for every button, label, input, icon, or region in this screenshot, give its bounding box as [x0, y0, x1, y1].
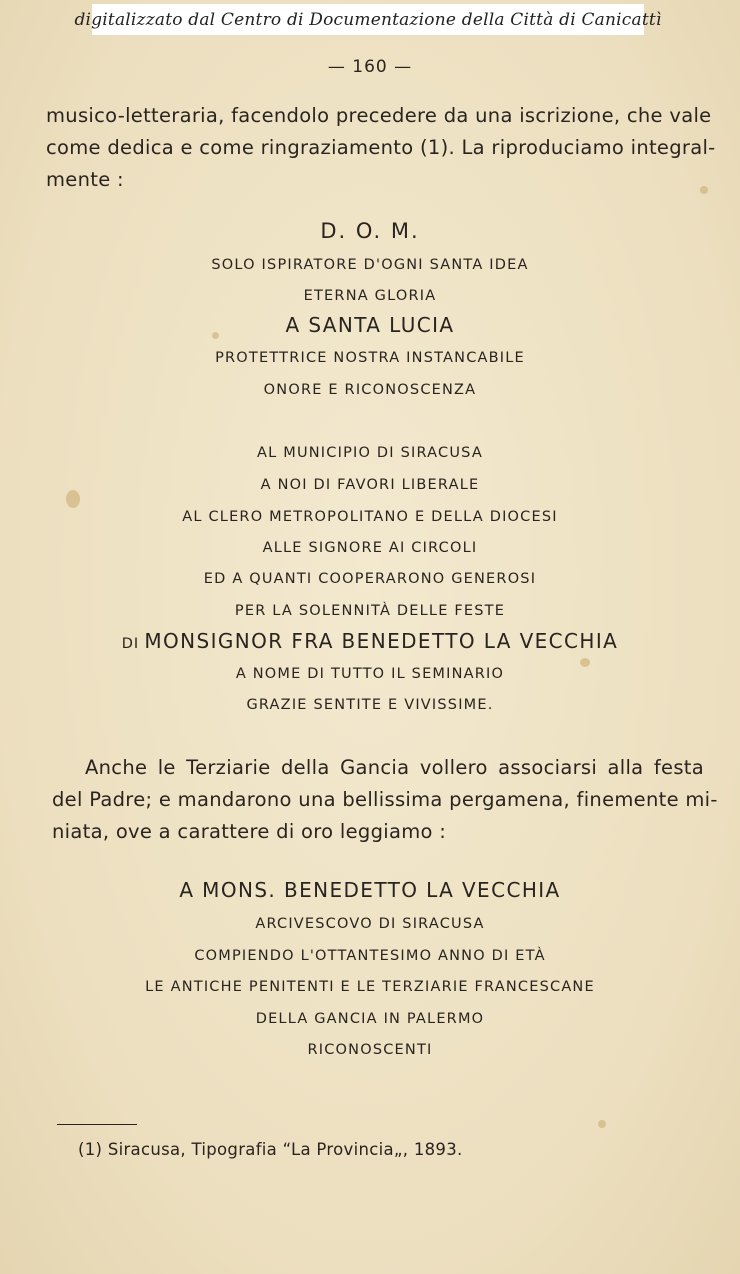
- inscription-line-large: A SANTA LUCIA: [285, 313, 455, 337]
- paper-stain: [700, 186, 708, 194]
- inscription-prefix: DI: [121, 636, 140, 652]
- paper-stain: [66, 490, 80, 508]
- inscription-heading: D. O. M.: [320, 219, 420, 243]
- inscription-line: AL MUNICIPIO DI SIRACUSA: [257, 445, 483, 461]
- inscription-line: A NOME DI TUTTO IL SEMINARIO: [235, 666, 505, 682]
- inscription-line: DELLA GANCIA IN PALERMO: [255, 1011, 485, 1027]
- inscription-line: ALLE SIGNORE AI CIRCOLI: [262, 540, 478, 556]
- inscription-line: GRAZIE SENTITE E VIVISSIME.: [246, 697, 494, 713]
- inscription-line: SOLO ISPIRATORE D'OGNI SANTA IDEA: [211, 257, 529, 273]
- inscription-line: LE ANTICHE PENITENTI E LE TERZIARIE FRANCESCANE: [145, 979, 595, 995]
- inscription-line: A NOI DI FAVORI LIBERALE: [260, 477, 480, 493]
- inscription-line: PROTETTRICE NOSTRA INSTANCABILE: [215, 350, 525, 366]
- text-line: musico-letteraria, facendolo precedere da una iscrizione, che vale: [46, 104, 712, 127]
- inscription-line: PER LA SOLENNITÀ DELLE FESTE: [234, 603, 506, 619]
- text-line: mente :: [46, 168, 124, 191]
- footnote: (1) Siracusa, Tipografia “La Provincia„, 1893.: [78, 1140, 463, 1159]
- inscription-line: COMPIENDO L'OTTANTESIMO ANNO DI ETÀ: [194, 948, 546, 964]
- inscription-line: RICONOSCENTI: [307, 1042, 433, 1058]
- paper-stain: [212, 332, 219, 339]
- paper-stain: [580, 658, 590, 667]
- paragraph-terziarie: [52, 752, 718, 848]
- footnote-divider: [57, 1124, 137, 1125]
- text-line: niata, ove a carattere di oro leggiamo :: [52, 820, 447, 843]
- inscription-line: AL CLERO METROPOLITANO E DELLA DIOCESI: [182, 509, 558, 525]
- inscription-line: ED A QUANTI COOPERARONO GENEROSI: [203, 571, 537, 587]
- inscription-line: ONORE E RICONOSCENZA: [263, 382, 477, 398]
- paper-stain: [598, 1120, 606, 1128]
- digitization-watermark: digitalizzato dal Centro di Documentazione della Città di Canicattì: [92, 4, 644, 35]
- inscription-name: MONSIGNOR FRA BENEDETTO LA VECCHIA: [144, 629, 619, 653]
- paragraph-intro: [46, 100, 716, 196]
- inscription-line: ETERNA GLORIA: [303, 288, 437, 304]
- text-line: Anche le Terziarie della Gancia vollero associarsi alla festa: [85, 756, 704, 779]
- page-number: — 160 —: [327, 57, 413, 77]
- inscription-line-large: A MONS. BENEDETTO LA VECCHIA: [179, 878, 561, 902]
- inscription-line: ARCIVESCOVO DI SIRACUSA: [255, 916, 485, 932]
- inscription-line-large: [0, 629, 740, 653]
- text-line: come dedica e come ringraziamento (1). La riproduciamo integral-: [46, 136, 716, 159]
- text-line: del Padre; e mandarono una bellissima pergamena, finemente mi-: [52, 788, 718, 811]
